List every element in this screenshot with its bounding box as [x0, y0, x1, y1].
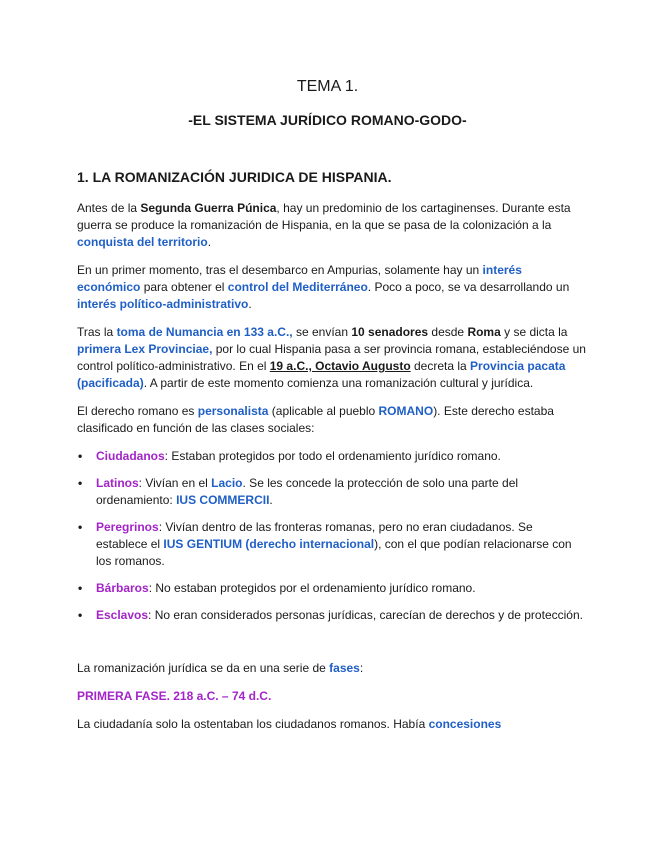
highlight-term: concesiones — [428, 717, 502, 731]
list-item: • Bárbaros: No estaban protegidos por el ordenamiento jurídico romano. — [78, 581, 476, 595]
bullet-icon: • — [78, 581, 83, 595]
list-item: • Peregrinos: Vivían dentro de las fronteras romanas, pero no eran ciudadanos. Se establece el IUS GENTIUM (derecho internacional), con el que podían relacionarse con los romanos. — [78, 520, 572, 568]
highlight-term: primera Lex Provinciae, — [77, 342, 213, 356]
highlight-term: IUS COMMERCII — [176, 493, 270, 507]
paragraph-3: Tras la toma de Numancia en 133 a.C., se envían 10 senadores desde Roma y se dicta la primera Lex Provinciae, por lo cual Hispania pasa a ser provincia romana, estableciéndose un control político-administrativo. En el 19 a.C., Octavio Augusto decreta la Provincia pacata (pacificada). A partir de este momento comienza una romanización cultural y jurídica. — [77, 325, 586, 390]
class-term: Bárbaros — [96, 581, 149, 595]
phase-heading: PRIMERA FASE. 218 a.C. – 74 d.C. — [77, 689, 272, 703]
page-subtitle: -EL SISTEMA JURÍDICO ROMANO-GODO- — [188, 112, 467, 128]
highlight-term: interés político-administrativo — [77, 297, 249, 311]
highlight-term: Provincia pacata (pacificada) — [77, 359, 566, 390]
list-item: • Ciudadanos: Estaban protegidos por todo el ordenamiento jurídico romano. — [78, 449, 501, 463]
underlined-term: 19 a.C., Octavio Augusto — [269, 359, 411, 373]
highlight-term: ROMANO — [378, 404, 434, 418]
class-term: Peregrinos — [96, 520, 159, 534]
highlight-term: personalista — [197, 404, 269, 418]
paragraph-5: La romanización jurídica se da en una serie de fases: — [77, 661, 364, 675]
paragraph-4: El derecho romano es personalista (aplicable al pueblo ROMANO). Este derecho estaba clasificado en función de las clases sociales: — [77, 404, 554, 435]
bold-term: Roma — [467, 325, 501, 339]
social-classes-list — [77, 448, 587, 624]
highlight-term: toma de Numancia en 133 a.C., — [116, 325, 293, 339]
list-item: • Latinos: Vivían en el Lacio. Se les concede la protección de solo una parte del ordenamiento: IUS COMMERCII. — [78, 476, 519, 507]
page-title: TEMA 1. — [296, 78, 359, 95]
class-term: Latinos — [96, 476, 139, 490]
section-heading: 1. LA ROMANIZACIÓN JURIDICA DE HISPANIA. — [77, 169, 392, 185]
list-item: • Esclavos: No eran considerados personas jurídicas, carecían de derechos y de protección. — [78, 608, 583, 622]
spacer — [77, 634, 587, 660]
highlight-term: control del Mediterráneo — [227, 280, 368, 294]
highlight-term: Lacio — [211, 476, 243, 490]
class-term: Esclavos — [96, 608, 149, 622]
bullet-icon: • — [78, 608, 83, 622]
paragraph-1: Antes de la Segunda Guerra Púnica, hay un predominio de los cartaginenses. Durante esta guerra se produce la romanización de Hispania, en la que se pasa de la colonización a la conquista del territorio. — [77, 201, 571, 249]
bullet-icon: • — [78, 476, 83, 490]
document-body — [77, 167, 587, 744]
bullet-icon: • — [78, 449, 83, 463]
bold-term: Segunda Guerra Púnica — [140, 201, 277, 215]
bold-term: 10 senadores — [351, 325, 429, 339]
highlight-term: conquista del territorio — [77, 235, 208, 249]
highlight-term: interés económico — [77, 263, 522, 294]
bullet-icon: • — [78, 520, 83, 534]
paragraph-2: En un primer momento, tras el desembarco en Ampurias, solamente hay un interés económico para obtener el control del Mediterráneo. Poco a poco, se va desarrollando un interés político-administrativo. — [77, 263, 570, 311]
highlight-term: IUS GENTIUM (derecho internacional — [163, 537, 375, 551]
class-term: Ciudadanos — [96, 449, 165, 463]
paragraph-6: La ciudadanía solo la ostentaban los ciudadanos romanos. Había concesiones — [77, 717, 502, 731]
highlight-term: fases — [329, 661, 360, 675]
